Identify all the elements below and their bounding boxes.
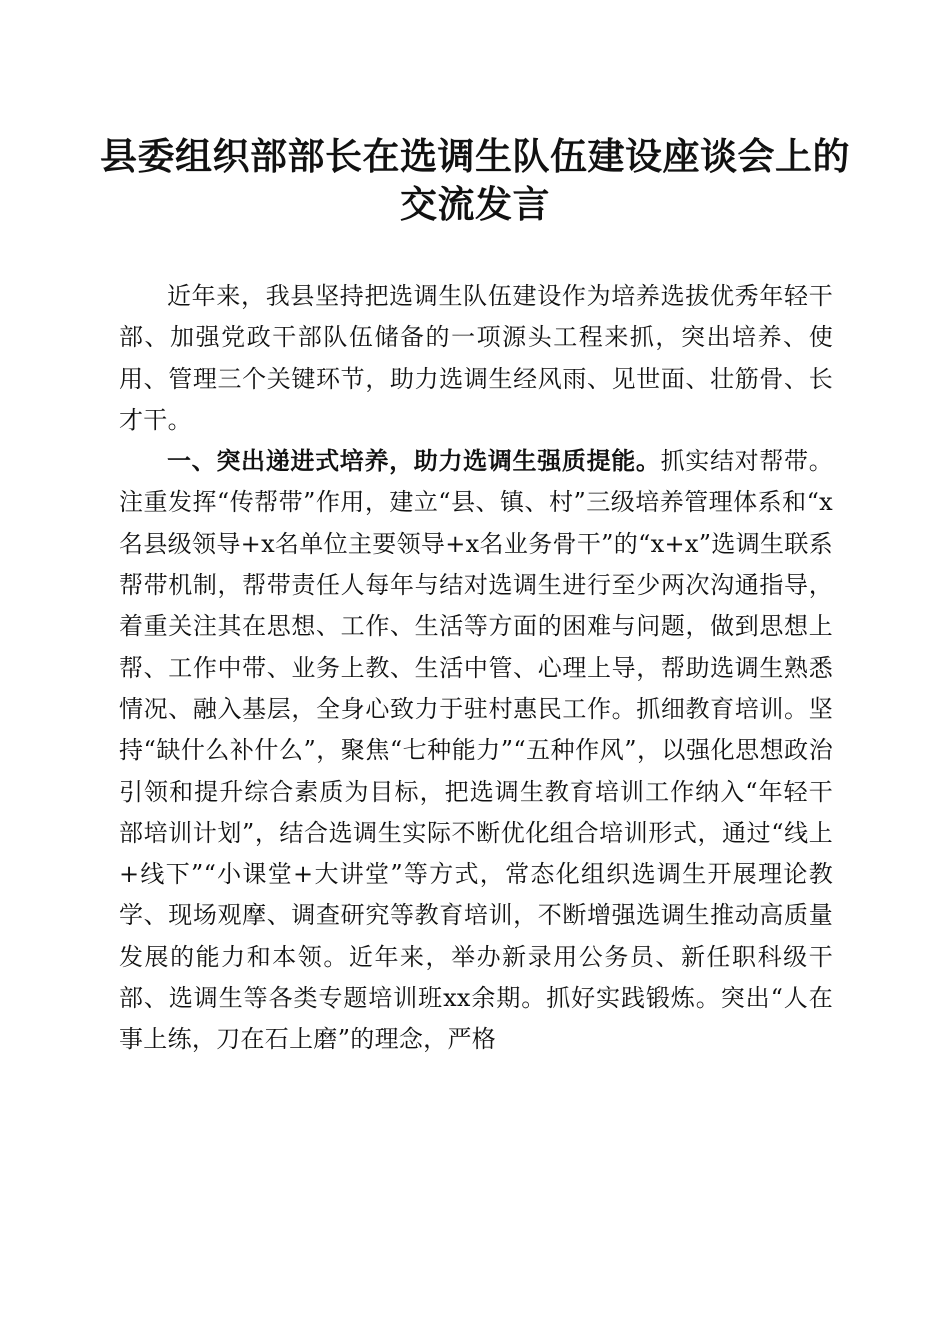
section-1-body: 抓实结对帮带。注重发挥“传帮带”作用，建立“县、镇、村”三级培养管理体系和“x名县级领导+x名单位主要领导+x名业务骨干”的“x+x”选调生联系帮带机制，帮带责任人每年与结对选调生进行至少两次沟通指导，着重关注其在思想、工作、生活等方面的困难与问题，做到思想上帮、工作中带、业务上教、生活中管、心理上导，帮助选调生熟悉情况、融入基层，全身心致力于驻村惠民工作。抓细教育培训。坚持“缺什么补什么”，聚焦“七种能力”“五种作风”，以强化思想政治引领和提升综合素质为目标，把选调生教育培训工作纳入“年轻干部培训计划”，结合选调生实际不断优化组合培训形式，通过“线上+线下”“小课堂+大讲堂”等方式，常态化组织选调生开展理论教学、现场观摩、调查研究等教育培训，不断增强选调生推动高质量发展的能力和本领。近年来，举办新录用公务员、新任职科级干部、选调生等各类专题培训班xx余期。抓好实践锻炼。突出“人在事上练，刀在石上磨”的理念，严格 [119, 447, 833, 1054]
document-body [119, 276, 833, 1061]
intro-paragraph: 近年来，我县坚持把选调生队伍建设作为培养选拔优秀年轻干部、加强党政干部队伍储备的一项源头工程来抓，突出培养、使用、管理三个关键环节，助力选调生经风雨、见世面、壮筋骨、长才干。 [119, 282, 833, 434]
section-1-heading: 一、突出递进式培养，助力选调生强质提能。 [167, 447, 661, 476]
document-title [100, 132, 850, 228]
section-1-paragraph [119, 441, 833, 1060]
title-line-1: 县委组织部部长在选调生队伍建设座谈会上的 [100, 134, 850, 178]
title-line-2: 交流发言 [400, 182, 550, 226]
